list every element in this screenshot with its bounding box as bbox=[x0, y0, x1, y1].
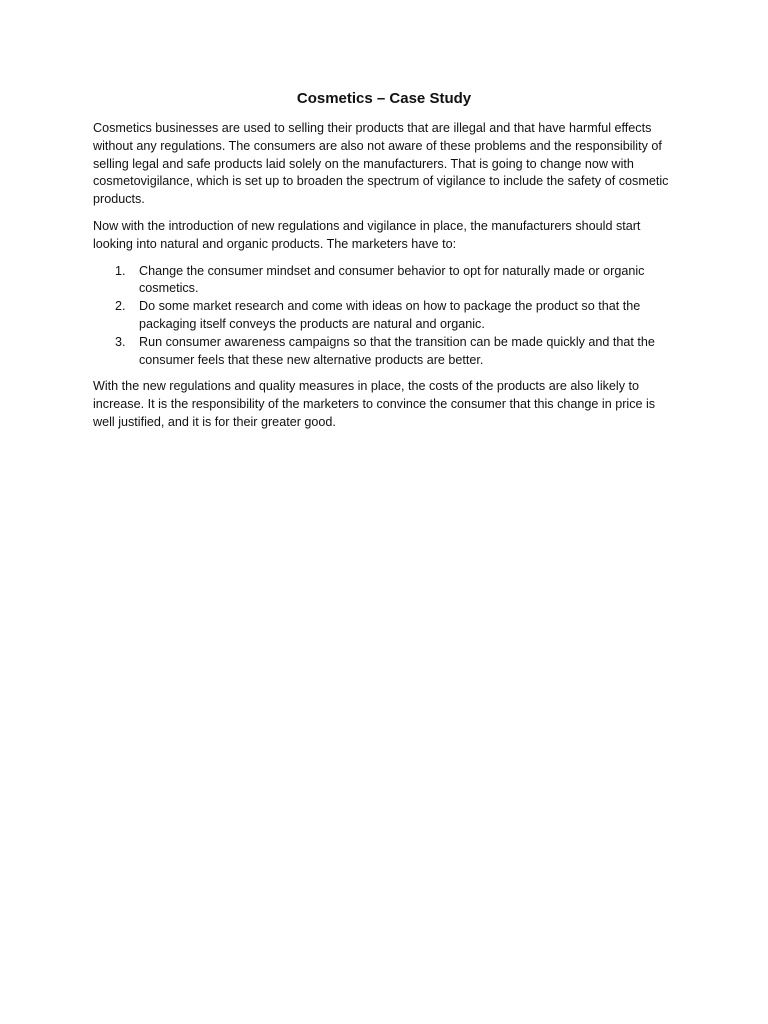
list-number: 1. bbox=[115, 263, 126, 278]
list-item bbox=[93, 334, 677, 370]
list-item-text: Change the consumer mindset and consumer behavior to opt for naturally made or organic cosmetics. bbox=[139, 263, 645, 296]
marketer-tasks-list bbox=[93, 263, 677, 370]
document-body bbox=[93, 120, 677, 441]
intro-paragraph: Cosmetics businesses are used to selling their products that are illegal and that have harmful effects without any regulations. The consumers are also not aware of these problems and the responsibility of selling legal and safe products laid solely on the manufacturers. That is going to change now with cosmetovigilance, which is set up to broaden the spectrum of vigilance to include the safety of cosmetic products. bbox=[93, 121, 669, 207]
closing-paragraph: With the new regulations and quality measures in place, the costs of the products are also likely to increase. It is the responsibility of the marketers to convince the consumer that this change in price is well justified, and it is for their greater good. bbox=[93, 379, 656, 429]
page-title: Cosmetics – Case Study bbox=[296, 90, 472, 107]
list-item-text: Do some market research and come with ideas on how to package the product so that the packaging itself conveys the products are natural and organic. bbox=[139, 299, 641, 331]
list-item bbox=[93, 263, 677, 299]
regulations-paragraph: Now with the introduction of new regulations and vigilance in place, the manufacturers should start looking into natural and organic products. The marketers have to: bbox=[93, 218, 641, 251]
list-number: 2. bbox=[115, 299, 126, 314]
list-item bbox=[93, 298, 677, 334]
list-number: 3. bbox=[115, 334, 126, 349]
list-item-text: Run consumer awareness campaigns so that the transition can be made quickly and that the consumer feels that these new alternative products are better. bbox=[139, 334, 655, 367]
